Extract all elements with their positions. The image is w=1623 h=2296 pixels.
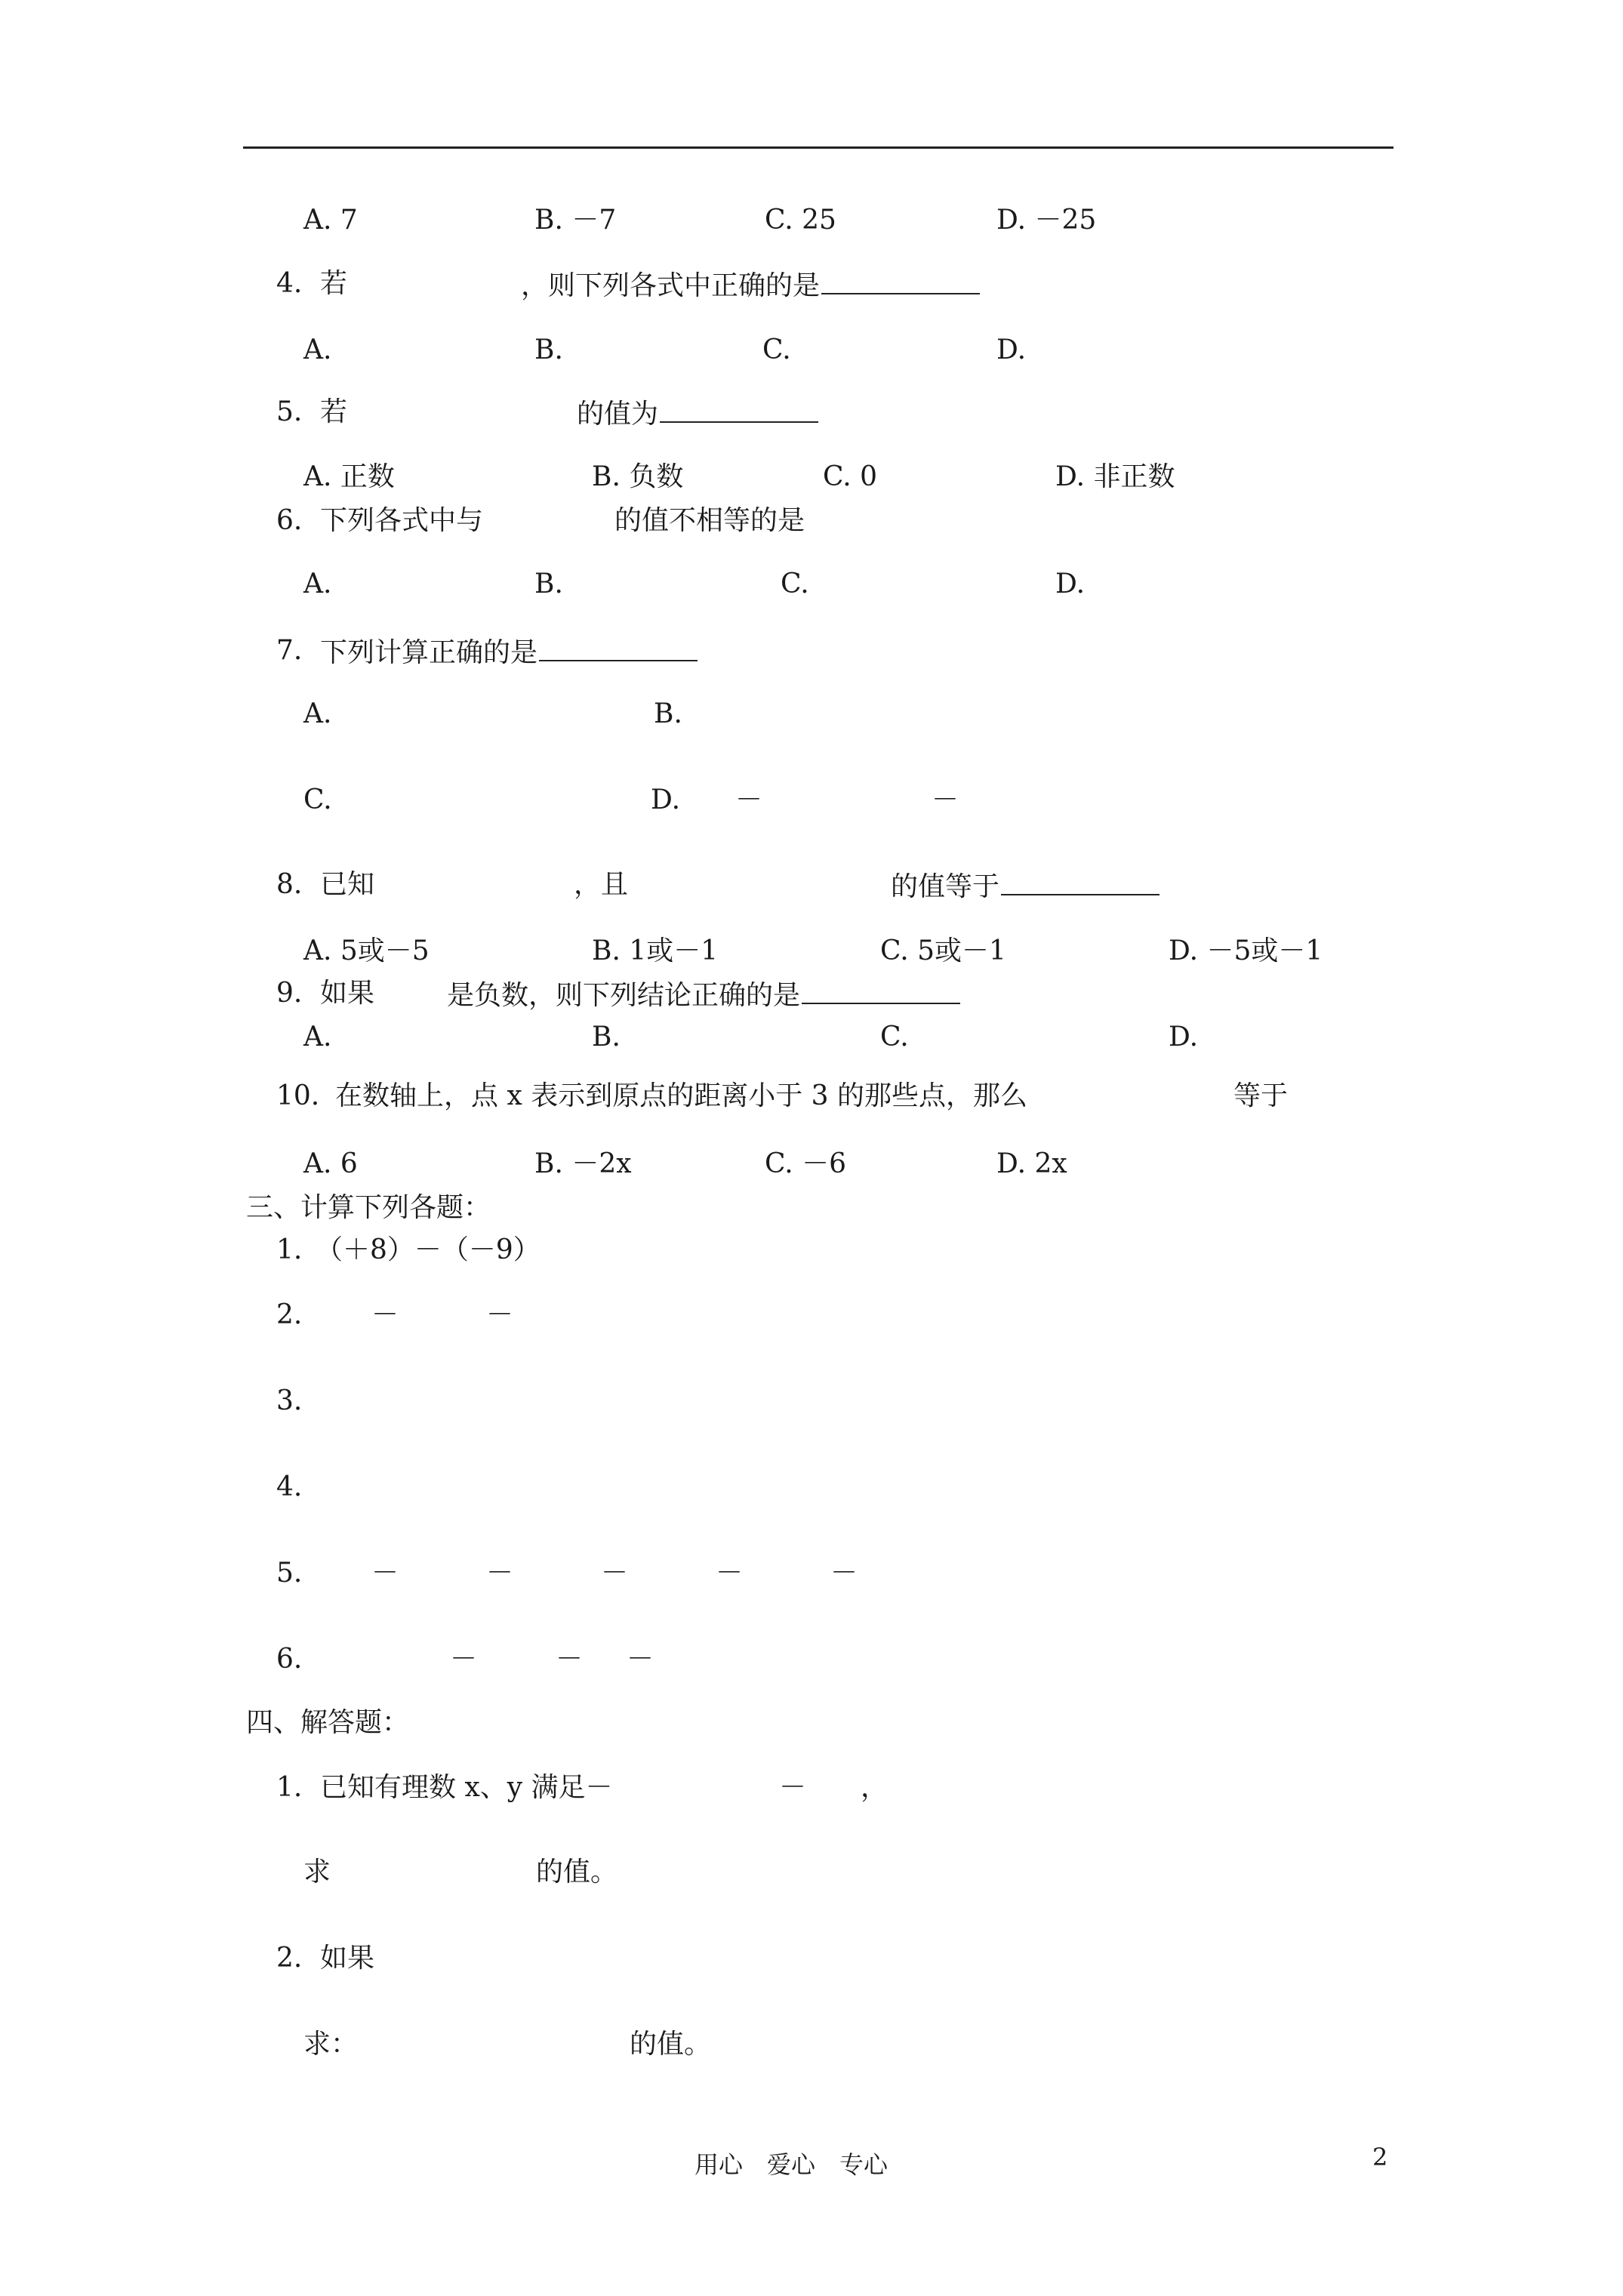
q8-mid: ，且 [574,869,629,900]
q7-text [320,636,698,668]
q8-option-b: B. 1或－1 [592,935,719,966]
s3-p5-minus-4: － [716,1558,744,1589]
q7-option-a: A. [303,698,332,729]
s4-p2-ask: 求： [303,2029,359,2060]
q4-text [521,269,980,301]
q3-option-d: D. －25 [996,205,1097,236]
s3-p5-minus-3: － [601,1558,629,1589]
q5-option-d: D. 非正数 [1055,461,1175,492]
footer-motto: 用心 爱心 专心 [694,2150,888,2179]
q8-answer-blank[interactable] [1001,870,1160,895]
q4-answer-blank[interactable] [821,269,980,294]
q7-d-minus-2: － [932,784,959,815]
q3-option-a: A. 7 [303,205,358,236]
s4-p1-number: 1. [276,1772,303,1803]
q6-option-c: C. [781,569,809,599]
s4-p1-ask-post: 的值。 [536,1857,618,1888]
q5-number: 5. [276,396,303,427]
q10-option-c: C. －6 [765,1148,847,1179]
s3-p6-number: 6. [276,1644,303,1675]
q5-answer-blank[interactable] [660,397,818,423]
q8-post: 的值等于 [891,871,1000,902]
s3-p5-minus-1: － [371,1558,399,1589]
s3-p5-minus-2: － [486,1558,514,1589]
q9-option-a: A. [303,1022,332,1052]
page-number: 2 [1372,2143,1388,2171]
s4-p1-ask: 求 [303,1857,331,1888]
q5-text [577,397,818,430]
q7-question: 下列计算正确的是 [320,637,538,668]
q6-option-b: B. [534,569,563,599]
s4-p2-number: 2. [276,1943,303,1974]
q10-number: 10. [276,1080,320,1111]
s3-p1-expression: （＋8）－（－9） [316,1234,540,1265]
header-rule [243,146,1394,149]
s3-p4-number: 4. [276,1472,303,1502]
q6-option-a: A. [303,569,332,599]
q5-post: 的值为 [577,399,659,430]
q5-option-a: A. 正数 [303,461,395,492]
q4-option-b: B. [534,334,563,365]
q5-option-b: B. 负数 [592,461,684,492]
s3-p5-minus-5: － [830,1558,858,1589]
q3-option-c: C. 25 [765,205,836,236]
q7-answer-blank[interactable] [539,636,698,661]
q4-option-c: C. [762,334,791,365]
s4-p1-comma: ， [861,1772,888,1803]
q7-option-c: C. [303,784,332,815]
section3-title: 三、计算下列各题： [246,1192,491,1223]
q3-option-b: B. －7 [534,205,617,236]
q8-option-a: A. 5或－5 [303,935,430,966]
q4-post: ，则下列各式中正确的是 [521,270,821,301]
q8-option-d: D. －5或－1 [1169,935,1323,966]
q6-number: 6. [276,505,303,536]
q7-option-b: B. [654,698,682,729]
q8-number: 8. [276,869,303,900]
q5-option-c: C. 0 [823,461,878,492]
q6-pre: 下列各式中与 [320,505,484,536]
q9-text [447,978,960,1011]
q7-option-d: D. [651,784,681,815]
s3-p2-minus-1: － [371,1299,399,1330]
q4-number: 4. [276,268,303,299]
s4-p1-minus: － [779,1772,807,1803]
q9-pre: 如果 [320,978,375,1009]
s4-p2-ask-post: 的值。 [630,2029,712,2060]
q8-text [891,870,1160,902]
s3-p3-number: 3. [276,1385,303,1416]
q9-number: 9. [276,978,303,1009]
s3-p6-minus-1: － [450,1644,478,1675]
q6-post: 的值不相等的是 [614,505,805,536]
q4-option-d: D. [996,334,1027,365]
q10-option-b: B. －2x [534,1148,632,1179]
q10-option-a: A. 6 [303,1148,358,1179]
q7-d-minus-1: － [735,784,763,815]
q10-text: 在数轴上，点 x 表示到原点的距离小于 3 的那些点，那么 [335,1080,1027,1111]
q9-post: 是负数，则下列结论正确的是 [447,980,801,1011]
q6-option-d: D. [1055,569,1086,599]
s4-p1-pre: 已知有理数 x、y 满足－ [320,1772,613,1803]
q9-option-b: B. [592,1022,621,1052]
q9-option-c: C. [880,1022,909,1052]
s3-p5-number: 5. [276,1558,303,1589]
q8-option-c: C. 5或－1 [880,935,1006,966]
q4-option-a: A. [303,334,332,365]
s3-p6-minus-2: － [556,1644,584,1675]
q7-number: 7. [276,635,303,666]
q9-answer-blank[interactable] [802,978,960,1004]
q5-pre: 若 [320,396,348,427]
s3-p2-number: 2. [276,1299,303,1330]
s3-p6-minus-3: － [627,1644,654,1675]
q8-pre: 已知 [320,869,375,900]
s3-p1-number: 1. [276,1234,303,1265]
q10-option-d: D. 2x [996,1148,1067,1179]
q9-option-d: D. [1169,1022,1199,1052]
section4-title: 四、解答题： [246,1707,410,1738]
q4-pre: 若 [320,268,348,299]
s3-p2-minus-2: － [486,1299,514,1330]
s4-p2-pre: 如果 [320,1943,375,1974]
q10-post: 等于 [1233,1080,1289,1111]
